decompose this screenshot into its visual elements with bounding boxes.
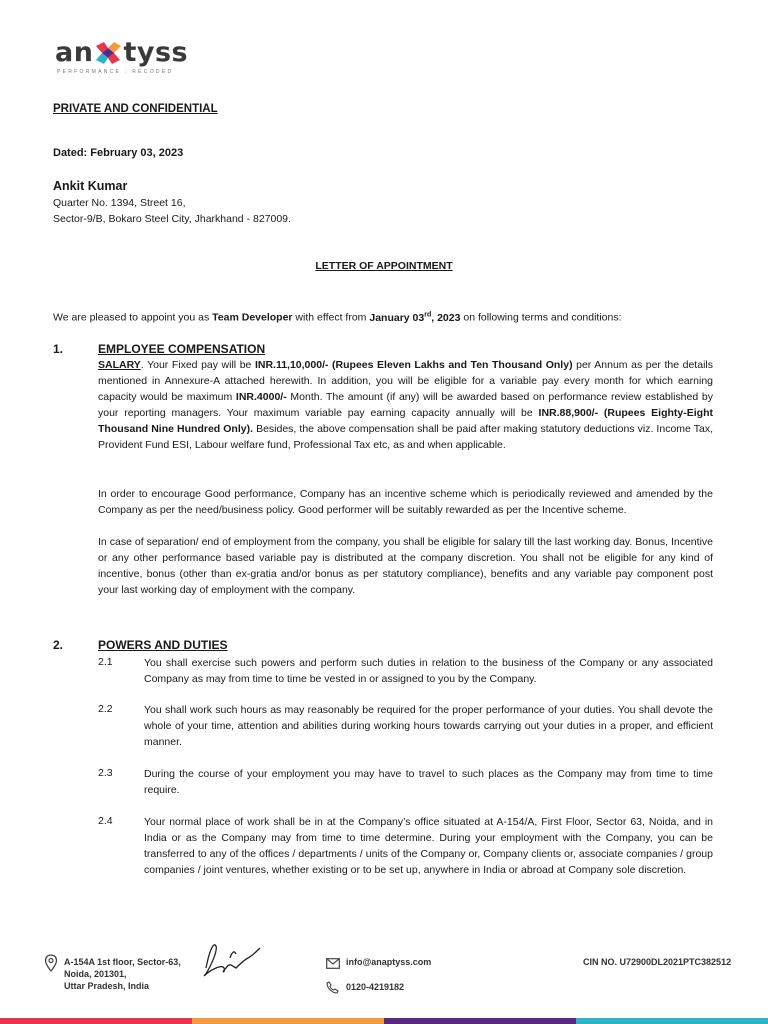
section-1-number: 1. [53, 342, 64, 356]
footer-address-line-1: A-154A 1st floor, Sector-63, [64, 957, 181, 967]
clause-text: You shall exercise such powers and perform such duties in relation to the business of the Company or any associated Company as may from time to time be vested in or assigned to you by the Company. [144, 657, 713, 685]
annual-variable-amount: INR.88,900/- (Rupees Eighty-Eight Thousand Nine Hundred Only). [98, 407, 713, 435]
clause-number: 2.2 [98, 703, 113, 715]
intro-text-3: on following terms and conditions: [460, 311, 622, 324]
intro-date-year: , 2023 [431, 311, 461, 324]
salary-label: SALARY [98, 359, 141, 371]
intro-date-sup: rd [424, 311, 432, 318]
intro-paragraph [53, 307, 713, 326]
phone-icon [326, 981, 339, 994]
clause-text: Your normal place of work shall be in at the Company’s office situated at A-154/A, First Floor, Sector 63, Noida, and in India or as the Company may from time to time determine. During your employment with the Company, you can be transferred to any of the offices / departments / units of the Company or, Company clients or, associate companies / group companies / joint ventures, whether existing or to be set up, anywhere in India or abroad at Company sole discretion. [144, 816, 713, 876]
clause-text: During the course of your employment you may have to travel to such places as the Company may from time to time require. [144, 768, 713, 796]
footer-email[interactable]: info@anaptyss.com [346, 957, 432, 967]
footer-bar-segment [0, 1018, 192, 1024]
salary-text-c: Month. The amount (if any) will be awarded based on performance review established by your reporting managers. Your maximum variable pay earning capacity annually will be [98, 391, 713, 419]
section-1-paragraph-3: In case of separation/ end of employment from the company, you shall be eligible for salary till the last working day. Bonus, Incentive or any other performance based variable pay is distributed at the company discretion. You shall not be eligible for any kind of incentive, bonus (other than ex-gratia and/or bonus as per statutory compliance), benefits and any variable pay component post your last working day of employment with the company. [98, 536, 713, 596]
footer-address-line-3: Uttar Pradesh, India [64, 981, 150, 991]
signature [200, 938, 262, 980]
section-1-heading: EMPLOYEE COMPENSATION [98, 342, 266, 356]
email-icon [326, 958, 340, 969]
salary-text-d: Besides, the above compensation shall be paid after making statutory deductions viz. Income Tax, Provident Fund ESI, Labour welfare fund, Professional Tax etc, as and when applicable. [98, 423, 713, 451]
salary-text-a: . Your Fixed pay will be [140, 359, 255, 371]
letter-title: LETTER OF APPOINTMENT [315, 260, 453, 272]
footer-bar-segment [192, 1018, 384, 1024]
logo-tagline: PERFORMANCE : RECODED [57, 69, 174, 75]
logo-mark-icon [94, 42, 122, 64]
confidential-heading: PRIVATE AND CONFIDENTIAL [53, 103, 218, 115]
recipient-address [53, 195, 291, 227]
footer-address-line-2: Noida, 201301, [64, 969, 127, 979]
recipient-name: Ankit Kumar [53, 179, 128, 193]
intro-text: We are pleased to appoint you as [53, 311, 213, 324]
section-1-paragraph-2: In order to encourage Good performance, Company has an incentive scheme which is periodically reviewed and amended by the Company as per the need/business policy. Good performer will be suitably rewarded as per the Incentive scheme. [98, 488, 713, 516]
address-line-2: Sector-9/B, Bokaro Steel City, Jharkhand - 827009. [53, 213, 291, 225]
footer-phone[interactable]: 0120-4219182 [346, 982, 405, 992]
clause-text: You shall work such hours as may reasonably be required for the proper performance of your duties. You shall devote the whole of your time, attention and abilities during working hours towards carrying out your duties in a proper, and efficient manner. [144, 704, 713, 748]
salary-amount: INR.11,10,000/- (Rupees Eleven Lakhs and Ten Thousand Only) [254, 359, 573, 371]
section-2-heading: POWERS AND DUTIES [98, 638, 228, 652]
intro-role: Team Developer [212, 311, 293, 324]
footer-address [64, 956, 181, 992]
company-logo [55, 37, 188, 75]
footer-cin: CIN NO. U72900DL2021PTC382512 [583, 957, 732, 967]
logo-text-right: tyss [123, 37, 189, 68]
footer-bar-segment [384, 1018, 576, 1024]
variable-pay-amount: INR.4000/- [235, 391, 287, 403]
logo-text-left: an [55, 37, 94, 68]
location-pin-icon [44, 954, 58, 972]
intro-text-2: with effect from [292, 311, 370, 324]
intro-date: January 03 [369, 311, 425, 324]
footer-bar-segment [576, 1018, 768, 1024]
section-2-number: 2. [53, 638, 64, 652]
clause-number: 2.1 [98, 656, 113, 668]
section-1-paragraph-1 [98, 357, 713, 453]
clause-number: 2.3 [98, 767, 113, 779]
address-line-1: Quarter No. 1394, Street 16, [53, 197, 186, 209]
clause-number: 2.4 [98, 815, 113, 827]
salary-text-b: per Annum as per the details mentioned in Annexure-A attached herewith. In addition, you will be eligible for a variable pay every month for which earning capacity would be maximum [98, 359, 713, 403]
letter-date: Dated: February 03, 2023 [53, 147, 184, 159]
